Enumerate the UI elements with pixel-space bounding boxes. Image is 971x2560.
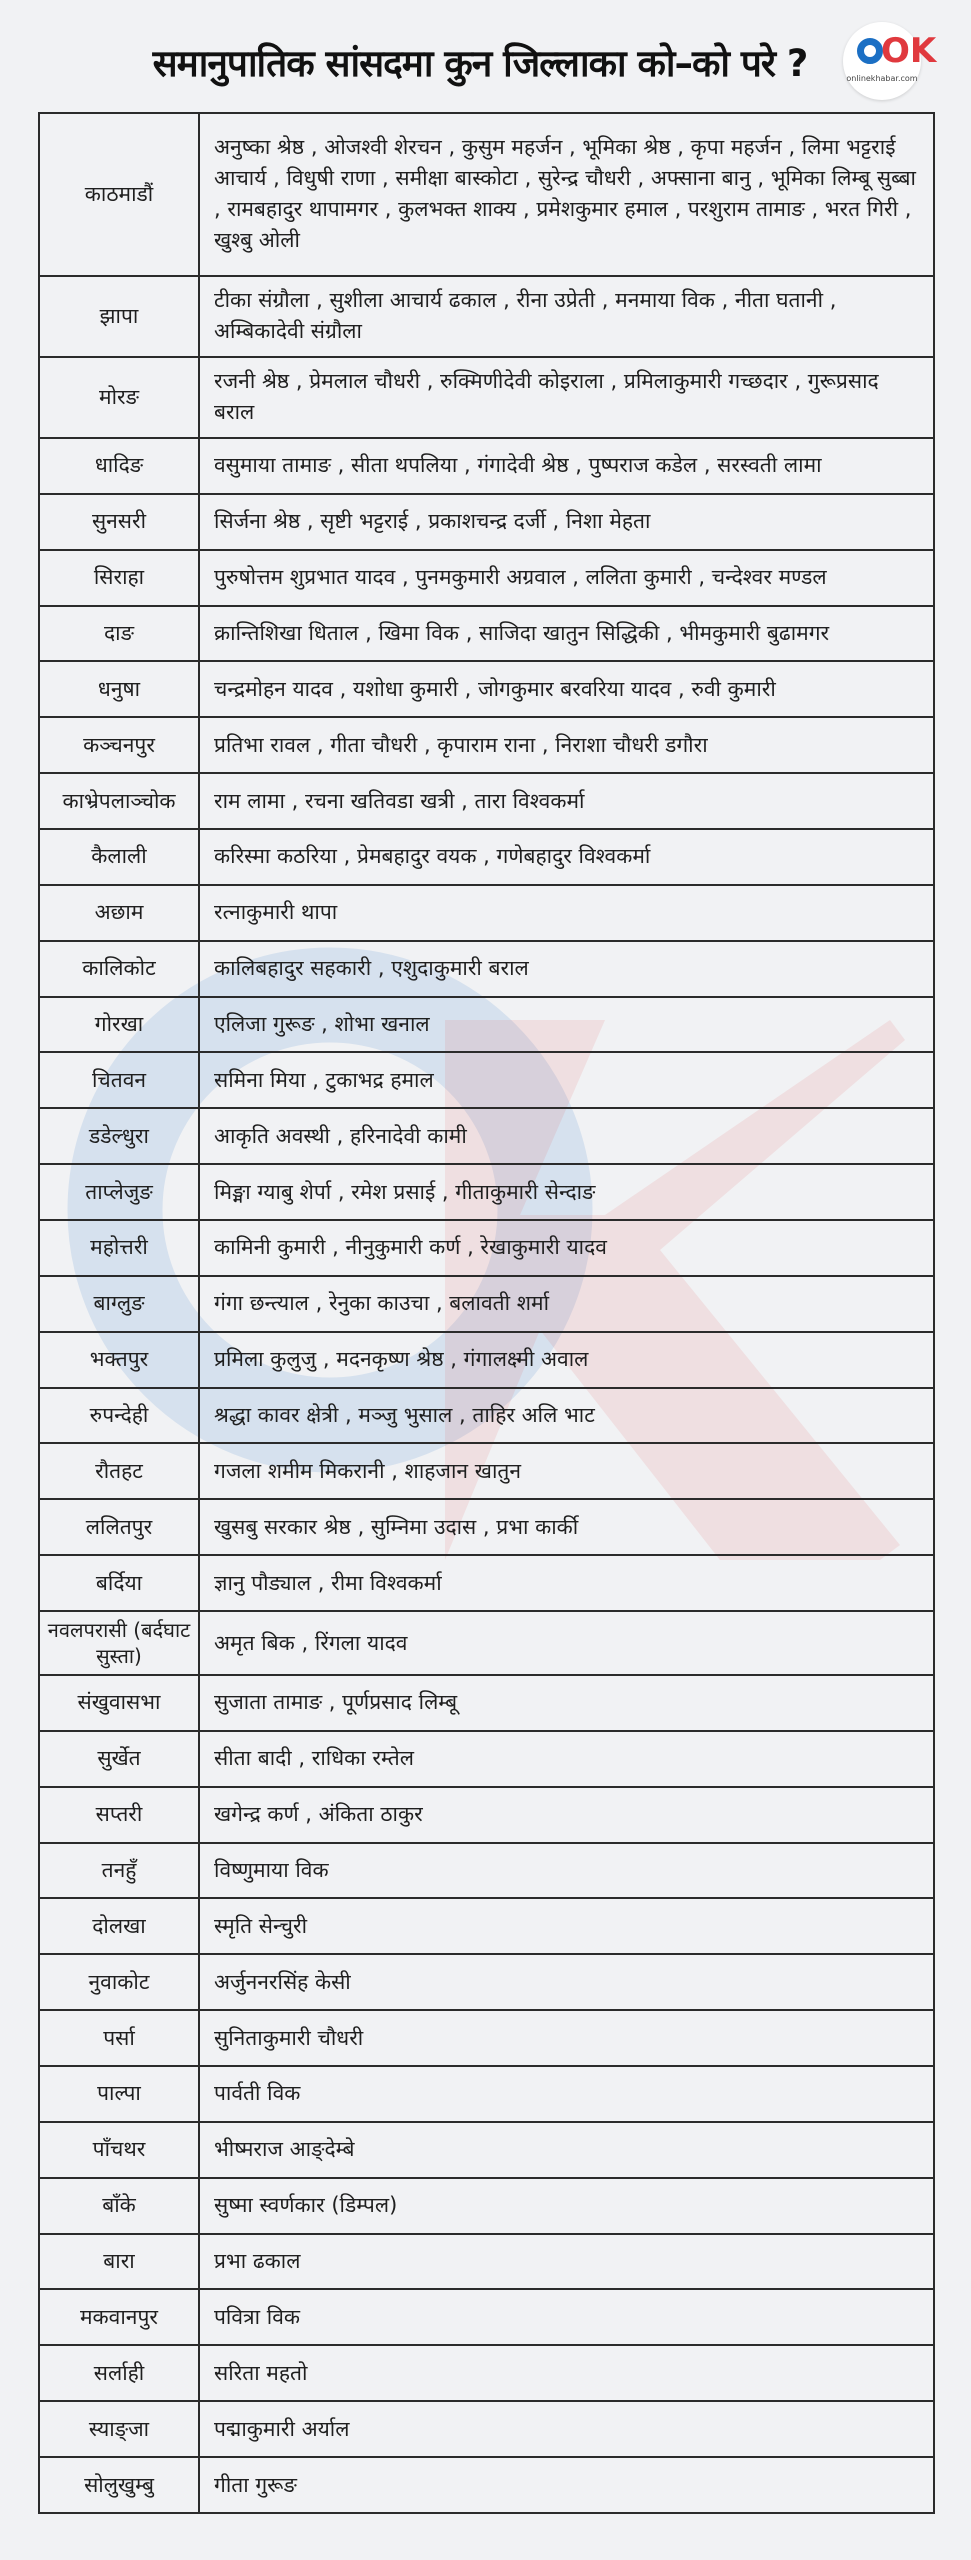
logo-text: onlinekhabar.com [846, 74, 918, 83]
table-wrapper [38, 112, 933, 2514]
table-row [39, 2122, 934, 2178]
district-cell: सिराहा [39, 550, 199, 606]
district-cell: गोरखा [39, 997, 199, 1053]
district-cell: पाँचथर [39, 2122, 199, 2178]
district-cell: कैलाली [39, 829, 199, 885]
names-cell: गंगा छन्त्याल , रेनुका काउचा , बलावती शर्मा [199, 1276, 934, 1332]
district-cell: महोत्तरी [39, 1220, 199, 1276]
table-row [39, 885, 934, 941]
district-cell: नवलपरासी (बर्दघाट सुस्ता) [39, 1611, 199, 1675]
table-row [39, 2401, 934, 2457]
district-cell: दाङ [39, 606, 199, 662]
header [0, 0, 971, 112]
district-cell: सोलुखुम्बु [39, 2457, 199, 2513]
table-row [39, 276, 934, 357]
district-cell: ललितपुर [39, 1499, 199, 1555]
district-cell: तनहुँ [39, 1843, 199, 1899]
district-cell: डडेल्धुरा [39, 1108, 199, 1164]
district-cell: नुवाकोट [39, 1954, 199, 2010]
names-cell: टीका संग्रौला , सुशीला आचार्य ढकाल , रीना उप्रेती , मनमाया विक , नीता घतानी , अम्बिकादेवी संग्रौला [199, 276, 934, 357]
table-row [39, 1843, 934, 1899]
names-cell: सिर्जना श्रेष्ठ , सृष्टी भट्टराई , प्रकाशचन्द्र दर्जी , निशा मेहता [199, 494, 934, 550]
table-row [39, 1443, 934, 1499]
names-cell: रत्नाकुमारी थापा [199, 885, 934, 941]
names-cell: पद्माकुमारी अर्याल [199, 2401, 934, 2457]
district-cell: स्याङ्जा [39, 2401, 199, 2457]
page-title: समानुपातिक सांसदमा कुन जिल्लाका को–को परे ? [152, 42, 808, 85]
district-cell: बाग्लुङ [39, 1276, 199, 1332]
district-cell: भक्तपुर [39, 1332, 199, 1388]
district-cell: रौतहट [39, 1443, 199, 1499]
names-cell: कामिनी कुमारी , नीनुकुमारी कर्ण , रेखाकुमारी यादव [199, 1220, 934, 1276]
district-cell: मोरङ [39, 357, 199, 438]
table-row [39, 1220, 934, 1276]
table-row [39, 357, 934, 438]
logo [843, 22, 937, 100]
table-row [39, 2234, 934, 2290]
names-cell: प्रतिभा रावल , गीता चौधरी , कृपाराम राना , निराशा चौधरी डगौरा [199, 717, 934, 773]
district-cell: काठमाडौं [39, 113, 199, 276]
district-cell: ताप्लेजुङ [39, 1164, 199, 1220]
table-row [39, 2010, 934, 2066]
table-row [39, 661, 934, 717]
names-cell: भीष्मराज आङ्देम्बे [199, 2122, 934, 2178]
district-cell: मकवानपुर [39, 2289, 199, 2345]
names-cell: सुनिताकुमारी चौधरी [199, 2010, 934, 2066]
names-cell: चन्द्रमोहन यादव , यशोधा कुमारी , जोगकुमार बरवरिया यादव , रुवी कुमारी [199, 661, 934, 717]
table-row [39, 1276, 934, 1332]
names-cell: गीता गुरूङ [199, 2457, 934, 2513]
names-cell: श्रद्धा कावर क्षेत्री , मञ्जु भुसाल , ताहिर अलि भाट [199, 1388, 934, 1444]
district-cell: बर्दिया [39, 1555, 199, 1611]
district-cell: सुर्खेत [39, 1731, 199, 1787]
table-row [39, 1787, 934, 1843]
table-row [39, 438, 934, 494]
names-cell: खुसबु सरकार श्रेष्ठ , सुम्निमा उदास , प्रभा कार्की [199, 1499, 934, 1555]
names-cell: वसुमाया तामाङ , सीता थपलिया , गंगादेवी श्रेष्ठ , पुष्पराज कडेल , सरस्वती लामा [199, 438, 934, 494]
table-row [39, 1675, 934, 1731]
table-row [39, 1164, 934, 1220]
table-row [39, 494, 934, 550]
names-cell: खगेन्द्र कर्ण , अंकिता ठाकुर [199, 1787, 934, 1843]
table-row [39, 1611, 934, 1675]
table-row [39, 829, 934, 885]
table-row [39, 550, 934, 606]
names-cell: अर्जुननरसिंह केसी [199, 1954, 934, 2010]
names-cell: क्रान्तिशिखा धिताल , खिमा विक , साजिदा खातुन सिद्धिकी , भीमकुमारी बुढामगर [199, 606, 934, 662]
table-row [39, 773, 934, 829]
district-cell: पर्सा [39, 2010, 199, 2066]
district-cell: बारा [39, 2234, 199, 2290]
names-cell: स्मृति सेन्चुरी [199, 1898, 934, 1954]
district-cell: चितवन [39, 1052, 199, 1108]
names-cell: अनुष्का श्रेष्ठ , ओजश्वी शेरचन , कुसुम महर्जन , भूमिका श्रेष्ठ , कृपा महर्जन , लिमा भट्टराई आचार्य , विधुषी राणा , समीक्षा बास्कोटा , सुरेन्द्र चौधरी , अफ्साना बानु , भूमिका लिम्बू सुब्बा , रामबहादुर थापामगर , कुलभक्त शाक्य , प्रमेशकुमार हमाल , परशुराम तामाङ , भरत गिरी , खुश्बु ओली [199, 113, 934, 276]
table-row [39, 941, 934, 997]
district-cell: कञ्चनपुर [39, 717, 199, 773]
district-cell: पाल्पा [39, 2066, 199, 2122]
district-cell: सुनसरी [39, 494, 199, 550]
district-cell: अछाम [39, 885, 199, 941]
table-body [39, 113, 934, 2513]
table-row [39, 2178, 934, 2234]
names-cell: विष्णुमाया विक [199, 1843, 934, 1899]
names-cell: प्रमिला कुलुजु , मदनकृष्ण श्रेष्ठ , गंगालक्ष्मी अवाल [199, 1332, 934, 1388]
table-row [39, 2457, 934, 2513]
district-cell: धनुषा [39, 661, 199, 717]
table-row [39, 1108, 934, 1164]
names-cell: अमृत बिक , रिंगला यादव [199, 1611, 934, 1675]
names-cell: गजला शमीम मिकरानी , शाहजान खातुन [199, 1443, 934, 1499]
table-row [39, 113, 934, 276]
table-row [39, 717, 934, 773]
names-cell: एलिजा गुरूङ , शोभा खनाल [199, 997, 934, 1053]
district-cell: सप्तरी [39, 1787, 199, 1843]
logo-o-icon [857, 38, 883, 64]
table-row [39, 1555, 934, 1611]
names-cell: प्रभा ढकाल [199, 2234, 934, 2290]
names-cell: पुरुषोत्तम शुप्रभात यादव , पुनमकुमारी अग्रवाल , ललिता कुमारी , चन्देश्वर मण्डल [199, 550, 934, 606]
table-row [39, 1388, 934, 1444]
names-cell: पवित्रा विक [199, 2289, 934, 2345]
table-row [39, 1332, 934, 1388]
logo-brand: OK [881, 31, 937, 71]
names-cell: ज्ञानु पौड्याल , रीमा विश्वकर्मा [199, 1555, 934, 1611]
table-row [39, 997, 934, 1053]
district-cell: धादिङ [39, 438, 199, 494]
names-cell: रजनी श्रेष्ठ , प्रेमलाल चौधरी , रुक्मिणीदेवी कोइराला , प्रमिलाकुमारी गच्छदार , गुरूप्रसाद बराल [199, 357, 934, 438]
names-cell: आकृति अवस्थी , हरिनादेवी कामी [199, 1108, 934, 1164]
table-row [39, 1954, 934, 2010]
names-cell: मिङ्मा ग्याबु शेर्पा , रमेश प्रसाई , गीताकुमारी सेन्दाङ [199, 1164, 934, 1220]
district-cell: झापा [39, 276, 199, 357]
district-cell: दोलखा [39, 1898, 199, 1954]
district-cell: काभ्रेपलाञ्चोक [39, 773, 199, 829]
table-row [39, 1052, 934, 1108]
district-cell: कालिकोट [39, 941, 199, 997]
district-cell: बाँके [39, 2178, 199, 2234]
table-row [39, 2345, 934, 2401]
district-cell: सर्लाही [39, 2345, 199, 2401]
names-cell: सरिता महतो [199, 2345, 934, 2401]
names-cell: कालिबहादुर सहकारी , एशुदाकुमारी बराल [199, 941, 934, 997]
table-row [39, 2066, 934, 2122]
names-cell: पार्वती विक [199, 2066, 934, 2122]
district-cell: संखुवासभा [39, 1675, 199, 1731]
table-row [39, 1898, 934, 1954]
names-cell: राम लामा , रचना खतिवडा खत्री , तारा विश्वकर्मा [199, 773, 934, 829]
district-cell: रुपन्देही [39, 1388, 199, 1444]
district-table [38, 112, 935, 2514]
table-row [39, 1499, 934, 1555]
table-row [39, 2289, 934, 2345]
table-row [39, 606, 934, 662]
names-cell: सीता बादी , राधिका रम्तेल [199, 1731, 934, 1787]
names-cell: करिस्मा कठरिया , प्रेमबहादुर वयक , गणेबहादुर विश्वकर्मा [199, 829, 934, 885]
table-row [39, 1731, 934, 1787]
names-cell: सुष्मा स्वर्णकार (डिम्पल) [199, 2178, 934, 2234]
names-cell: समिना मिया , टुकाभद्र हमाल [199, 1052, 934, 1108]
names-cell: सुजाता तामाङ , पूर्णप्रसाद लिम्बू [199, 1675, 934, 1731]
